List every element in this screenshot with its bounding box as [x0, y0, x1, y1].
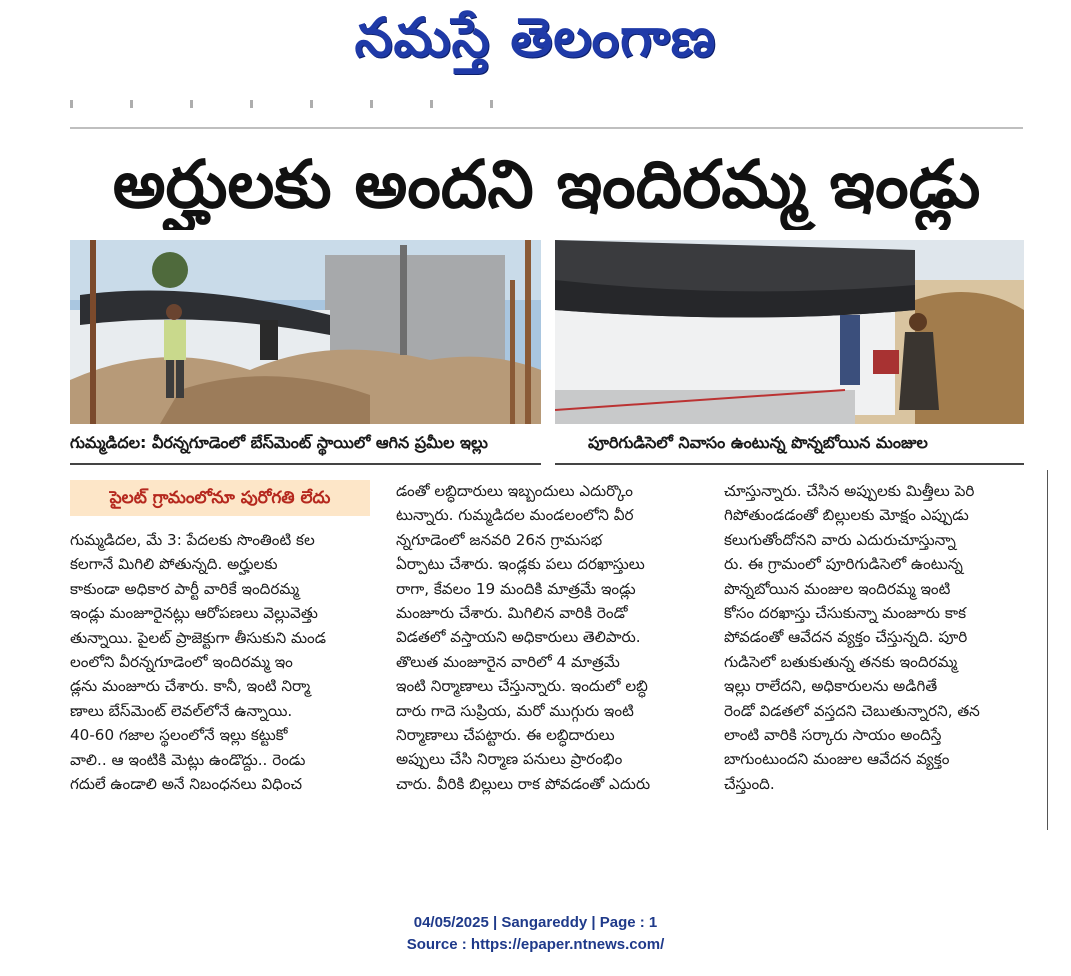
- text-line: పొన్నబోయిన మంజుల ఇందిరమ్మ ఇంటి: [724, 579, 951, 598]
- photo-basement-house: [70, 240, 541, 424]
- text-line: లాంటి వారికి సర్కారు సాయం అందిస్తే: [724, 725, 942, 744]
- text-line: ఇల్లు రాలేదని, అధికారులను అడిగితే: [724, 677, 938, 696]
- text-line: విడతలో వస్తాయని అధికారులు తెలిపారు.: [396, 628, 641, 647]
- text-line: లంలోని వీరన్నగూడెంలో ఇందిరమ్మ ఇం: [70, 652, 293, 671]
- text-line: ఇండ్లు మంజూరైనట్లు ఆరోపణలు వెల్లువెత్తు: [70, 604, 318, 623]
- text-line: మంజూరు చేశారు. మిగిలిన వారికి రెండో: [396, 603, 628, 622]
- text-line: చూస్తున్నారు. చేసిన అప్పులకు మిత్తీలు పెరి: [724, 482, 975, 500]
- caption-rule-2: [555, 463, 1024, 465]
- text-line: ణాలు బేస్‌మెంట్ లెవల్‌లోనే ఉన్నాయి.: [70, 701, 293, 720]
- text-line: డ్లను మంజూరు చేశారు. కానీ, ఇంటి నిర్మా: [70, 677, 311, 696]
- top-divider: [70, 127, 1023, 129]
- text-line: ఏర్పాటు చేశారు. ఇండ్లకు పలు దరఖాస్తులు: [396, 555, 645, 574]
- article-column-2: [396, 479, 702, 796]
- photo-caption-2: పూరిగుడిసెలో నివాసం ఉంటున్న పొన్నబోయిన మంజుల: [588, 433, 928, 452]
- text-line: రెండో విడతలో వస్తదని చెబుతున్నారని, తన: [724, 701, 980, 720]
- article-headline: అర్హులకు అందని ఇందిరమ్మ ఇండ్లు: [112, 146, 981, 223]
- newspaper-logo: నమస్తే తెలంగాణ: [354, 6, 717, 69]
- photo-caption-1: గుమ్మడిదల: వీరన్నగూడెంలో బేస్‌మెంట్ స్థాయిలో ఆగిన ప్రమీల ఇల్లు: [70, 433, 488, 452]
- text-line: కోసం దరఖాస్తు చేసుకున్నా మంజూరు కాక: [724, 603, 967, 622]
- text-line: 40-60 గజాల స్థలంలోనే ఇల్లు కట్టుకో: [70, 726, 288, 745]
- text-line: కలుగుతోందోనని వారు ఎదురుచూస్తున్నా: [724, 530, 956, 549]
- text-line: పోవడంతో ఆవేదన వ్యక్తం చేస్తున్నది. పూరి: [724, 628, 968, 647]
- text-line: ఇంటి నిర్మాణాలు చేస్తున్నారు. ఇందులో లబ్ధి: [396, 677, 648, 696]
- text-line: దారు గాదె సుప్రియ, మరో ముగ్గురు ఇంటి: [396, 701, 634, 720]
- text-line: వాలి.. ఆ ఇంటికి మెట్లు ఉండొద్దు.. రెండు: [70, 750, 306, 769]
- text-line: గిపోతుండడంతో బిల్లులకు మోక్షం ఎప్పుడు: [724, 506, 969, 525]
- text-line: డంతో లబ్ధిదారులు ఇబ్బందులు ఎదుర్కొం: [396, 482, 633, 500]
- text-line: తొలుత మంజూరైన వారిలో 4 మాత్రమే: [396, 652, 620, 671]
- caption-rule-1: [70, 463, 541, 465]
- sub-headline: పైలట్ గ్రామంలోనూ పురోగతి లేదు: [70, 480, 370, 516]
- text-line: కాకుండా అధికార పార్టీ వారికే ఇందిరమ్మ: [70, 579, 300, 598]
- text-line: రాగా, కేవలం 19 మందికి మాత్రమే ఇండ్లు: [396, 579, 636, 598]
- text-line: అప్పులు చేసి నిర్మాణ పనులు ప్రారంభిం: [396, 750, 623, 769]
- text-line: చేస్తుంది.: [724, 774, 775, 793]
- text-line: న్నగూడెంలో జనవరి 26న గ్రామసభ: [396, 530, 603, 549]
- footer-source-link[interactable]: Source : https://epaper.ntnews.com/: [406, 936, 665, 953]
- text-line: నిర్మాణాలు చేపట్టారు. ఈ లబ్ధిదారులు: [396, 725, 615, 744]
- text-line: బాగుంటుందని మంజుల ఆవేదన వ్యక్తం: [724, 750, 950, 769]
- text-line: చారు. వీరికి బిల్లులు రాక పోవడంతో ఎదురు: [396, 774, 651, 793]
- photo-thatched-hut: [555, 240, 1024, 424]
- masthead-fragment-strip: [70, 100, 540, 108]
- text-line: గుమ్మడిదల, మే 3: పేదలకు సొంతింటి కల: [70, 531, 315, 549]
- masthead: [0, 2, 1071, 82]
- text-line: రు. ఈ గ్రామంలో పూరిగుడిసెలో ఉంటున్న: [724, 555, 963, 574]
- text-line: కలగానే మిగిలి పోతున్నది. అర్హులకు: [70, 555, 278, 574]
- text-line: టున్నారు. గుమ్మడిదల మండలంలోని వీర: [396, 506, 634, 525]
- text-line: తున్నాయి. పైలట్ ప్రాజెక్టుగా తీసుకుని మండ: [70, 628, 326, 647]
- article-column-1: [70, 528, 370, 796]
- footer-date-edition: 04/05/2025 | Sangareddy | Page : 1: [413, 914, 658, 931]
- column-divider: [1047, 470, 1048, 830]
- text-line: గుడిసెలో బతుకుతున్న తనకు ఇందిరమ్మ: [724, 652, 958, 671]
- text-line: గదులే ఉండాలి అనే నిబంధనలు విధించ: [70, 774, 303, 793]
- article-column-3: [724, 479, 1030, 796]
